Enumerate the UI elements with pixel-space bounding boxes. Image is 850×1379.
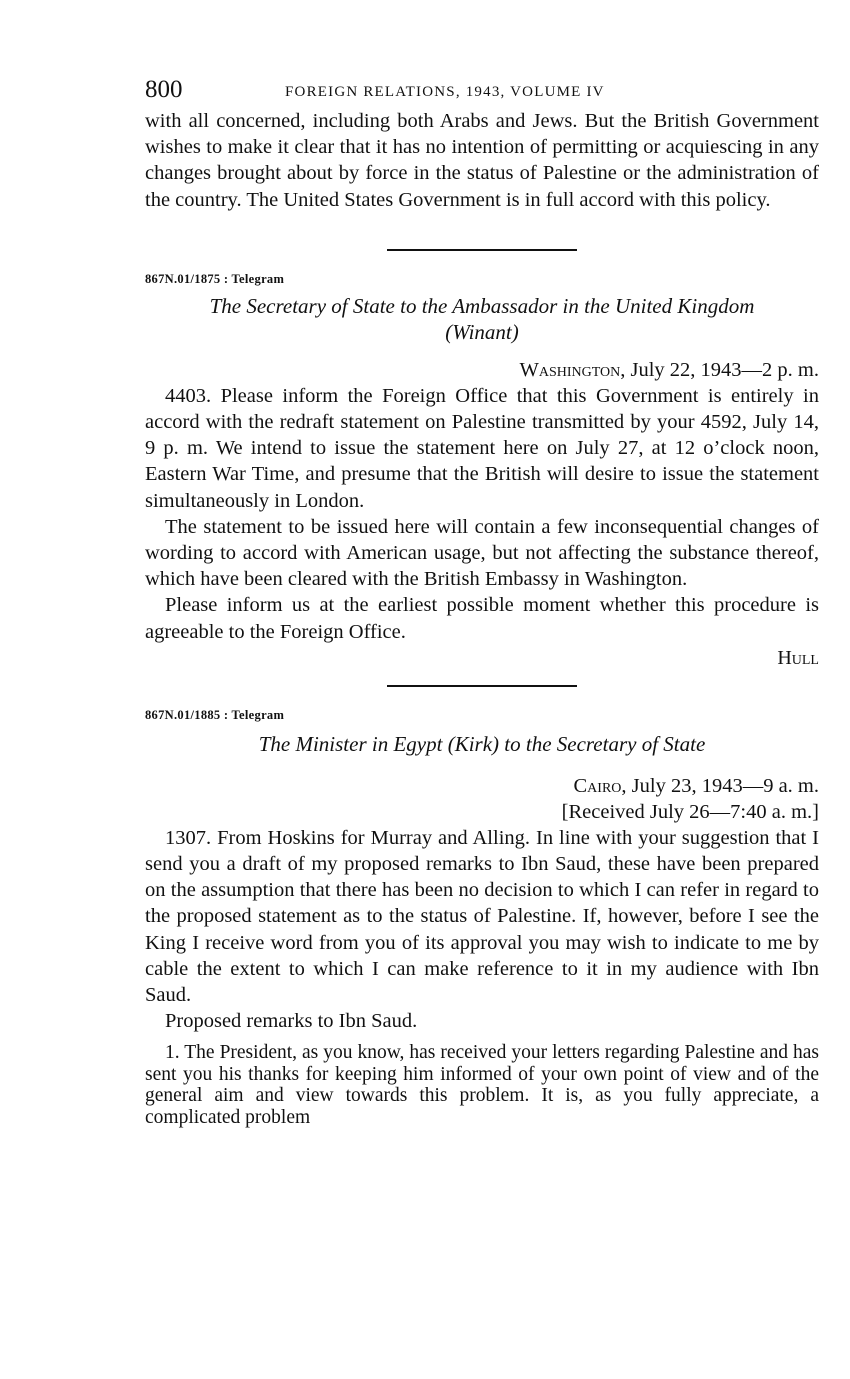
doc1-paragraph-2: The statement to be issued here will contain a few inconsequential changes of wording to accord with American usage, but not affecting the substance thereof, which have been cleared with the British Embassy in Washington.	[145, 515, 819, 591]
doc2-title: The Minister in Egypt (Kirk) to the Secretary of State	[258, 731, 706, 756]
doc1-paragraph-3: Please inform us at the earliest possible moment whether this procedure is agreeable to the Foreign Office.	[145, 594, 819, 643]
doc2-paragraph-1: 1307. From Hoskins for Murray and Alling. In line with your suggestion that I send you a draft of my proposed remarks to Ibn Saud, these have been prepared on the assumption that there has been no decision to which I can refer in regard to the proposed statement as to the status of Palestine. If, however, before I see the King I receive word from you of its approval you may wish to indicate to me by cable the extent to which I can make reference to it in my audience with Ibn Saud.	[145, 826, 819, 1007]
doc2-dateline	[145, 773, 819, 799]
doc2-place: Cairo	[573, 774, 622, 797]
doc1-dateline	[145, 357, 819, 383]
doc1-title-line2: (Winant)	[445, 319, 519, 344]
doc1-place: Washington	[519, 358, 621, 381]
doc2-file-reference: 867N.01/1885 : Telegram	[145, 707, 285, 722]
doc1-signature: Hull	[777, 646, 819, 669]
doc1-title-line1: The Secretary of State to the Ambassador in the United Kingdom	[209, 293, 755, 318]
doc2-paragraph-2: Proposed remarks to Ibn Saud.	[165, 1010, 418, 1033]
page-number: 800	[145, 76, 183, 103]
doc1-file-reference: 867N.01/1875 : Telegram	[145, 271, 285, 286]
doc1-date: , July 22, 1943—2 p. m.	[620, 358, 819, 381]
doc2-received: [Received July 26—7:40 a. m.]	[561, 800, 819, 823]
doc2-quoted-remarks: 1. The President, as you know, has received your letters regarding Palestine and has sent you his thanks for keeping him informed of your own point of view and of the general aim and view towards this problem. It is, as you fully appreciate, a complicated problem	[145, 1042, 819, 1128]
running-title: FOREIGN RELATIONS, 1943, VOLUME IV	[285, 84, 605, 100]
document-page	[145, 72, 819, 1128]
continuation-paragraph: with all concerned, including both Arabs and Jews. But the British Government wishes to make it clear that it has no intention of permitting or acquiescing in any changes brought about by force in the status of Palestine or the administration of the country. The United States Government is in full accord with this policy.	[145, 110, 819, 211]
doc1-title	[145, 293, 819, 345]
doc2-date: , July 23, 1943—9 a. m.	[621, 774, 819, 797]
running-header	[145, 72, 819, 108]
doc1-paragraph-1: 4403. Please inform the Foreign Office that this Government is entirely in accord with the redraft statement on Palestine transmitted by your 4592, July 14, 9 p. m. We intend to issue the statement here on July 27, at 12 o’clock noon, Eastern War Time, and presume that the British will desire to issue the statement simultaneously in London.	[145, 384, 819, 512]
